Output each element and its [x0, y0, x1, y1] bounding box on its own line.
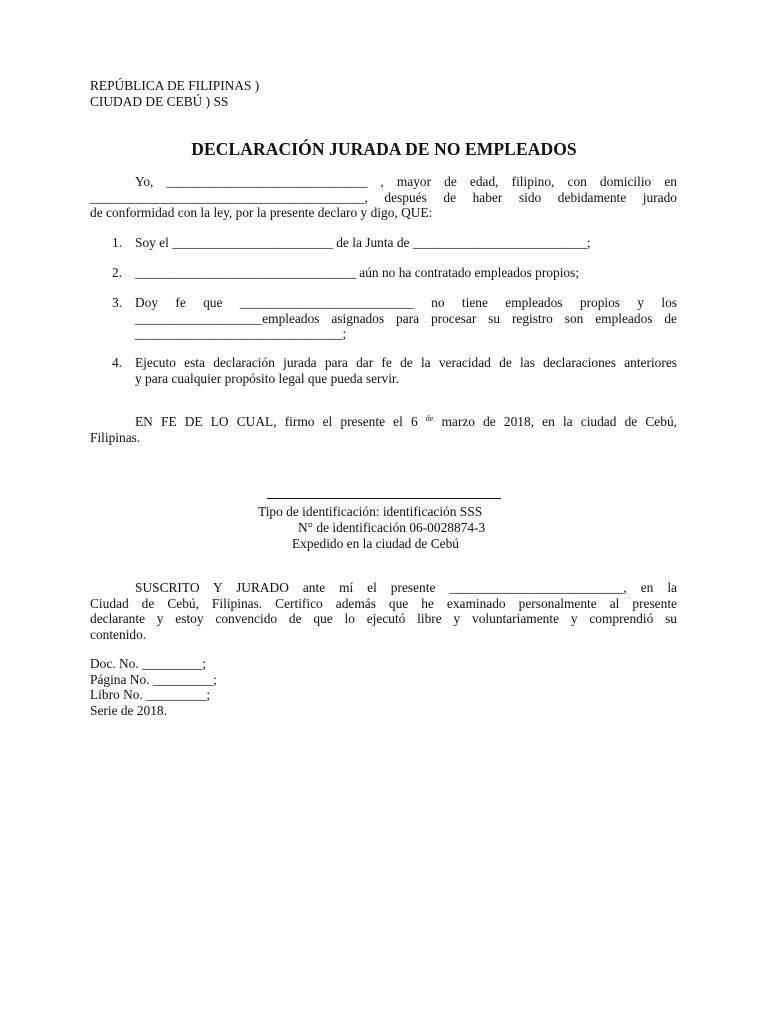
header-city: CIUDAD DE CEBÚ ) SS	[90, 93, 229, 109]
book-number: Libro No. _________;	[90, 687, 211, 702]
witness-paragraph	[90, 414, 677, 445]
list-text: y para cualquier propósito legal que pueda servir.	[135, 370, 400, 386]
notarial-register	[90, 656, 217, 718]
jurat-paragraph	[90, 580, 677, 642]
page-number: Página No. _________;	[90, 671, 217, 687]
signature-line	[267, 498, 501, 499]
list-number: 4.	[112, 355, 123, 370]
doc-number: Doc. No. _________;	[90, 656, 207, 671]
intro-line: _________________________________________, después de haber sido debidamente jurado	[90, 189, 677, 205]
witness-text: marzo de 2018, en la ciudad de Cebú,	[433, 414, 677, 429]
header-country: REPÚBLICA DE FILIPINAS )	[90, 78, 260, 93]
intro-line: Yo, ______________________________ , mayor de edad, filipino, con domicilio en	[135, 174, 677, 189]
list-text: _________________________________ aún no ha contratado empleados propios;	[135, 265, 580, 280]
list-text: ___________________empleados asignados para procesar su registro son empleados de	[135, 310, 677, 326]
id-issued: Expedido en la ciudad de Cebú	[292, 536, 459, 551]
list-number: 3.	[112, 295, 123, 310]
list-number: 1.	[112, 235, 123, 250]
witness-line: Filipinas.	[90, 429, 141, 445]
intro-line: de conformidad con la ley, por la presente declaro y digo, QUE:	[90, 205, 433, 220]
jurat-line: contenido.	[90, 626, 147, 642]
witness-line	[90, 414, 677, 430]
id-type: Tipo de identificación: identificación SSS	[258, 504, 483, 519]
jurat-line: SUSCRITO Y JURADO ante mí el presente __________________________, en la	[135, 580, 677, 595]
series-year: Serie de 2018.	[90, 702, 167, 718]
witness-text: EN FE DE LO CUAL, firmo el presente el 6	[135, 414, 426, 429]
day-suffix: de	[425, 414, 434, 423]
jurisdiction-header	[90, 78, 259, 109]
list-text: Ejecuto esta declaración jurada para dar fe de la veracidad de las declaraciones anteriores	[135, 355, 677, 370]
intro-paragraph	[90, 174, 677, 221]
list-text: Soy el ________________________ de la Junta de __________________________;	[135, 235, 591, 250]
id-number: N° de identificación 06-0028874-3	[298, 520, 486, 535]
list-text: Doy fe que __________________________ no tiene empleados propios y los	[135, 295, 677, 310]
jurat-line: declarante y estoy convencido de que lo ejecutó libre y voluntariamente y comprendió su	[90, 611, 677, 626]
document-title: DECLARACIÓN JURADA DE NO EMPLEADOS	[191, 139, 577, 159]
list-text: _______________________________;	[135, 326, 347, 341]
list-number: 2.	[112, 265, 123, 280]
jurat-line: Ciudad de Cebú, Filipinas. Certifico además que he examinado personalmente al presente	[90, 595, 677, 611]
